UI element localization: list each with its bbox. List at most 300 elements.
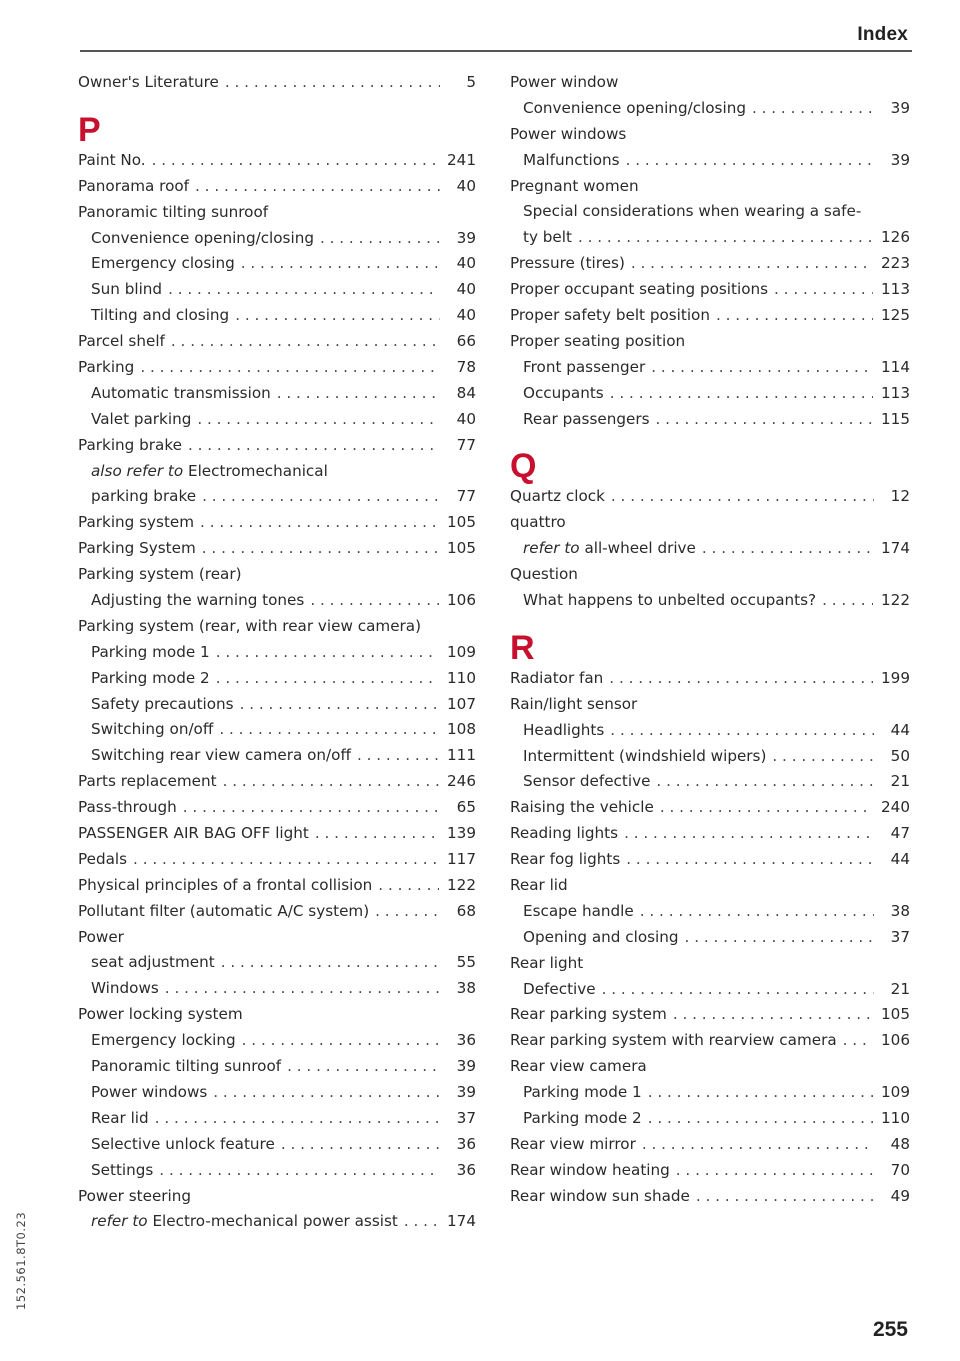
index-term-text: Rear view camera	[510, 1057, 647, 1076]
index-term-text: Rain/light sensor	[510, 694, 638, 713]
index-subentry	[510, 96, 910, 122]
dot-leader	[320, 226, 440, 252]
index-term	[523, 148, 620, 174]
index-entry	[78, 821, 476, 847]
index-subentry	[510, 1106, 910, 1132]
index-term	[523, 1106, 642, 1132]
index-entry	[510, 303, 910, 329]
index-term	[510, 122, 626, 148]
index-subentry	[78, 951, 476, 977]
page-reference: 36	[456, 1160, 476, 1179]
index-term	[510, 873, 568, 899]
index-entry	[78, 847, 476, 873]
page-reference: 122	[881, 591, 910, 610]
dot-leader	[202, 536, 439, 562]
dot-leader	[168, 277, 440, 303]
index-term	[78, 847, 127, 873]
index-term-text: Power steering	[78, 1186, 192, 1205]
index-term-text: quattro	[510, 513, 566, 532]
index-term	[78, 148, 146, 174]
index-term-text: Headlights	[523, 720, 605, 739]
dot-leader	[378, 873, 439, 899]
index-term	[78, 200, 268, 226]
index-term	[91, 1106, 149, 1132]
index-entry	[510, 666, 910, 692]
index-entry	[510, 1028, 910, 1054]
index-term-text: Physical principles of a frontal collision	[78, 875, 373, 894]
index-entry	[510, 1054, 910, 1080]
index-subentry	[510, 407, 910, 433]
page-reference: 39	[456, 228, 476, 247]
index-term-text: Paint No.	[78, 150, 146, 169]
dot-leader	[133, 847, 439, 873]
index-column-right	[510, 70, 910, 1210]
page-reference: 40	[456, 409, 476, 428]
cross-reference-label: refer to	[523, 539, 580, 558]
page-reference: 111	[447, 746, 476, 765]
index-entry	[510, 251, 910, 277]
index-term	[91, 950, 215, 976]
index-term	[91, 717, 213, 743]
index-term	[78, 329, 165, 355]
dot-leader	[624, 821, 874, 847]
index-term	[91, 743, 351, 769]
section-letter: R	[510, 628, 535, 667]
index-term-text: seat adjustment	[91, 953, 215, 972]
page-reference: 77	[456, 487, 476, 506]
page-reference: 40	[456, 280, 476, 299]
dot-leader	[183, 795, 440, 821]
dot-leader	[165, 976, 440, 1002]
page-reference: 114	[881, 357, 910, 376]
page-reference: 109	[881, 1083, 910, 1102]
index-term-text: Pedals	[78, 849, 128, 868]
index-subentry	[510, 225, 910, 251]
index-entry	[510, 1003, 910, 1029]
page-reference: 39	[890, 98, 910, 117]
index-subentry	[510, 718, 910, 744]
index-term	[523, 355, 645, 381]
page-reference: 105	[881, 1005, 910, 1024]
page-reference: 48	[890, 1134, 910, 1153]
dot-leader	[656, 769, 874, 795]
index-term-text: Tilting and closing	[91, 306, 230, 325]
index-entry	[78, 795, 476, 821]
index-entry	[78, 1184, 476, 1210]
index-term-text: PASSENGER AIR BAG OFF light	[78, 824, 309, 843]
index-term	[91, 1080, 207, 1106]
index-term-text: Selective unlock feature	[91, 1134, 275, 1153]
dot-leader	[240, 692, 439, 718]
index-term	[523, 536, 696, 562]
page-reference: 113	[881, 383, 910, 402]
index-subentry	[510, 355, 910, 381]
index-term	[78, 769, 217, 795]
index-term-text: Rear view mirror	[510, 1134, 636, 1153]
page-reference: 106	[881, 1031, 910, 1050]
dot-leader	[655, 407, 873, 433]
page-reference: 105	[447, 539, 476, 558]
index-entry	[510, 562, 910, 588]
index-subentry	[510, 744, 910, 770]
index-term	[91, 666, 210, 692]
index-term	[91, 692, 234, 718]
index-subentry	[78, 226, 476, 252]
dot-leader	[404, 1209, 439, 1235]
index-term-text: Electro-mechanical power assist	[152, 1212, 398, 1231]
index-term	[510, 1054, 647, 1080]
dot-leader	[223, 769, 439, 795]
index-term-text: Rear window sun shade	[510, 1186, 690, 1205]
page-reference: 39	[890, 150, 910, 169]
index-term-text: Parking mode 1	[523, 1083, 642, 1102]
index-entry	[78, 1002, 476, 1028]
dot-leader	[651, 355, 873, 381]
index-entry	[510, 484, 910, 510]
index-term-text: Automatic transmission	[91, 383, 271, 402]
index-term	[91, 976, 159, 1002]
index-term-text: Convenience opening/closing	[91, 228, 314, 247]
index-term	[510, 510, 566, 536]
index-term	[523, 744, 766, 770]
dot-leader	[774, 277, 873, 303]
index-term	[510, 821, 618, 847]
page-reference: 66	[456, 332, 476, 351]
index-entry	[78, 614, 476, 640]
page-reference: 241	[447, 150, 476, 169]
index-term-text: Power windows	[91, 1082, 208, 1101]
index-term-text: Parking mode 2	[91, 668, 210, 687]
page-reference: 37	[890, 927, 910, 946]
index-term-text: Parking brake	[78, 435, 182, 454]
dot-leader	[685, 925, 874, 951]
index-term-text: Opening and closing	[523, 927, 679, 946]
index-entry	[510, 873, 910, 899]
dot-leader	[152, 148, 439, 174]
index-term	[91, 303, 229, 329]
index-term	[523, 381, 604, 407]
page-reference: 139	[447, 824, 476, 843]
index-term-text: ty belt	[523, 228, 572, 247]
index-term	[91, 1028, 236, 1054]
index-term	[510, 484, 605, 510]
page-reference: 21	[890, 772, 910, 791]
index-entry	[510, 692, 910, 718]
dot-leader	[200, 510, 439, 536]
index-term-text: Power	[78, 927, 124, 946]
index-term-text: Panoramic tilting sunroof	[78, 202, 269, 221]
index-column-left	[78, 70, 476, 1235]
index-term	[78, 821, 309, 847]
index-term-text: Rear light	[510, 953, 584, 972]
dot-leader	[202, 484, 440, 510]
page-reference: 12	[890, 487, 910, 506]
index-term	[510, 174, 639, 200]
dot-leader	[281, 1132, 440, 1158]
index-term	[78, 873, 372, 899]
dot-leader	[197, 407, 440, 433]
index-term	[78, 70, 219, 96]
page-reference: 40	[456, 176, 476, 195]
index-term	[523, 977, 596, 1003]
index-term-text: parking brake	[91, 487, 197, 506]
index-subentry	[510, 588, 910, 614]
index-entry	[510, 951, 910, 977]
page-reference: 39	[456, 1082, 476, 1101]
index-term-text: Front passenger	[523, 357, 646, 376]
index-entry	[78, 433, 476, 459]
dot-leader	[716, 303, 873, 329]
index-term	[523, 199, 861, 225]
index-term-text: Special considerations when wearing a safe-	[523, 202, 862, 221]
page-reference: 47	[890, 824, 910, 843]
index-entry	[510, 847, 910, 873]
index-term-text: Parking mode 1	[91, 642, 210, 661]
page-reference: 5	[466, 72, 476, 91]
index-entry	[78, 148, 476, 174]
index-entry	[78, 769, 476, 795]
index-term	[78, 614, 421, 640]
index-term	[523, 588, 816, 614]
index-term-text: Radiator fan	[510, 668, 604, 687]
index-entry	[510, 70, 910, 96]
index-term	[510, 666, 603, 692]
index-term-text: Safety precautions	[91, 694, 234, 713]
dot-leader	[609, 666, 873, 692]
index-term-text: Emergency closing	[91, 254, 235, 273]
index-subentry	[78, 976, 476, 1002]
index-subentry	[510, 536, 910, 562]
index-term-text: Pressure (tires)	[510, 254, 625, 273]
index-subentry	[78, 743, 476, 769]
index-entry	[78, 355, 476, 381]
index-term-text: Switching on/off	[91, 720, 214, 739]
page-reference: 115	[881, 409, 910, 428]
page-reference: 105	[447, 513, 476, 532]
index-term-text: Convenience opening/closing	[523, 98, 746, 117]
dot-leader	[822, 588, 873, 614]
dot-leader	[242, 1028, 440, 1054]
page-reference: 109	[447, 642, 476, 661]
dot-leader	[673, 1002, 873, 1028]
index-term-text: Pollutant filter (automatic A/C system)	[78, 901, 370, 920]
index-entry	[78, 562, 476, 588]
index-term	[91, 459, 328, 485]
dot-leader	[772, 744, 874, 770]
dot-leader	[610, 718, 874, 744]
index-subentry	[510, 769, 910, 795]
index-subentry	[78, 588, 476, 614]
section-letter: Q	[510, 447, 537, 486]
index-term	[510, 847, 620, 873]
dot-leader	[235, 303, 440, 329]
index-entry	[510, 1184, 910, 1210]
index-term	[91, 1132, 275, 1158]
page-reference: 77	[456, 435, 476, 454]
index-term	[78, 1184, 191, 1210]
index-term-text: Power windows	[510, 124, 627, 143]
index-subentry	[78, 666, 476, 692]
index-term	[78, 795, 177, 821]
index-term	[510, 692, 637, 718]
index-term-text: Parking mode 2	[523, 1109, 642, 1128]
dot-leader	[159, 1158, 440, 1184]
index-subentry	[78, 484, 476, 510]
index-term-text: Raising the vehicle	[510, 798, 654, 817]
index-term	[91, 226, 314, 252]
dot-leader	[660, 795, 873, 821]
page-reference: 84	[456, 383, 476, 402]
index-entry	[510, 795, 910, 821]
index-term-text: Switching rear view camera on/off	[91, 746, 351, 765]
page-reference: 122	[447, 875, 476, 894]
header-rule	[80, 50, 912, 52]
index-term	[78, 1002, 243, 1028]
dot-leader	[676, 1158, 874, 1184]
index-term	[91, 1158, 153, 1184]
dot-leader	[241, 251, 440, 277]
index-term	[510, 303, 710, 329]
index-term	[78, 562, 242, 588]
index-term-text: Windows	[91, 979, 159, 998]
index-term	[510, 951, 583, 977]
index-term-text: Intermittent (windshield wipers)	[523, 746, 767, 765]
index-entry	[78, 873, 476, 899]
page-reference: 110	[881, 1109, 910, 1128]
index-term-text: Proper safety belt position	[510, 306, 710, 324]
index-term-text: Power window	[510, 72, 619, 91]
index-subentry	[78, 640, 476, 666]
dot-leader	[602, 977, 874, 1003]
index-term-text: Parking System	[78, 539, 196, 558]
index-term-text: Rear parking system	[510, 1005, 667, 1024]
index-term-text: Electromechanical	[187, 461, 328, 480]
index-subentry	[78, 1209, 476, 1235]
index-subentry	[78, 303, 476, 329]
index-term-text: Proper seating position	[510, 331, 686, 350]
dot-leader	[225, 70, 440, 96]
index-term-text: Valet parking	[91, 409, 192, 428]
dot-leader	[221, 950, 440, 976]
index-term	[523, 718, 604, 744]
index-term	[91, 588, 304, 614]
index-term-text: Reading lights	[510, 824, 619, 843]
page-reference: 49	[890, 1186, 910, 1205]
index-term-text: Malfunctions	[523, 150, 620, 169]
dot-leader	[626, 148, 874, 174]
index-term	[91, 251, 235, 277]
page-reference: 70	[890, 1160, 910, 1179]
index-entry	[510, 174, 910, 200]
index-subentry	[78, 1080, 476, 1106]
index-subentry	[78, 251, 476, 277]
index-entry	[510, 821, 910, 847]
index-term-text: Quartz clock	[510, 487, 605, 506]
dot-leader	[277, 381, 440, 407]
dot-leader	[310, 588, 439, 614]
index-subentry	[78, 1132, 476, 1158]
index-term	[523, 925, 679, 951]
page-reference: 21	[890, 979, 910, 998]
page-reference: 40	[456, 306, 476, 325]
dot-leader	[188, 433, 440, 459]
index-subentry	[510, 899, 910, 925]
index-term-text: Parts replacement	[78, 772, 217, 791]
index-entry	[78, 899, 476, 925]
index-term	[78, 925, 124, 951]
dot-leader	[626, 847, 874, 873]
dot-leader	[611, 484, 874, 510]
index-term-text: Panorama roof	[78, 176, 190, 195]
index-term-text: Power locking system	[78, 1005, 243, 1024]
index-term	[523, 769, 650, 795]
index-term	[523, 1080, 642, 1106]
index-subentry	[78, 459, 476, 485]
index-term	[510, 1002, 667, 1028]
index-term-text: Sun blind	[91, 280, 163, 299]
dot-leader	[171, 329, 440, 355]
index-entry	[510, 329, 910, 355]
index-term	[523, 96, 746, 122]
index-term	[523, 225, 572, 251]
dot-leader	[357, 743, 439, 769]
cross-reference-label: also refer to	[91, 461, 184, 480]
index-term-text: Owner's Literature	[78, 72, 219, 91]
cross-reference-label: refer to	[91, 1212, 148, 1231]
index-term-text: Pass-through	[78, 798, 177, 817]
index-subentry	[510, 148, 910, 174]
page-reference: 110	[447, 668, 476, 687]
index-entry	[510, 510, 910, 536]
index-entry	[78, 925, 476, 951]
dot-leader	[843, 1028, 873, 1054]
index-term-text: Parking system (rear, with rear view camera)	[78, 616, 422, 635]
index-entry	[510, 122, 910, 148]
index-term-text: Settings	[91, 1160, 154, 1179]
dot-leader	[140, 355, 440, 381]
index-term-text: Sensor defective	[523, 772, 651, 791]
dot-leader	[315, 821, 439, 847]
page-reference: 174	[447, 1212, 476, 1231]
index-entry	[78, 200, 476, 226]
index-term	[91, 277, 162, 303]
index-term	[510, 795, 654, 821]
index-term	[510, 1132, 636, 1158]
index-entry	[510, 1158, 910, 1184]
dot-leader	[648, 1080, 873, 1106]
section-letter: P	[78, 110, 101, 149]
index-term-text: Proper occupant seating positions	[510, 280, 769, 299]
dot-leader	[219, 717, 439, 743]
index-term	[510, 1184, 690, 1210]
header-title: Index	[857, 24, 908, 45]
index-term	[78, 899, 369, 925]
index-subentry	[78, 717, 476, 743]
index-term	[78, 355, 134, 381]
index-term	[78, 174, 189, 200]
dot-leader	[640, 899, 874, 925]
page-reference: 125	[881, 306, 910, 324]
index-term-text: Parking system	[78, 513, 195, 532]
index-subentry	[510, 1080, 910, 1106]
dot-leader	[287, 1054, 440, 1080]
index-term	[78, 510, 194, 536]
dot-leader	[195, 174, 440, 200]
index-term-text: Rear window heating	[510, 1160, 670, 1179]
index-term-text: Parking	[78, 358, 135, 376]
index-term-text: Rear lid	[91, 1108, 149, 1127]
page-reference: 39	[456, 1057, 476, 1076]
